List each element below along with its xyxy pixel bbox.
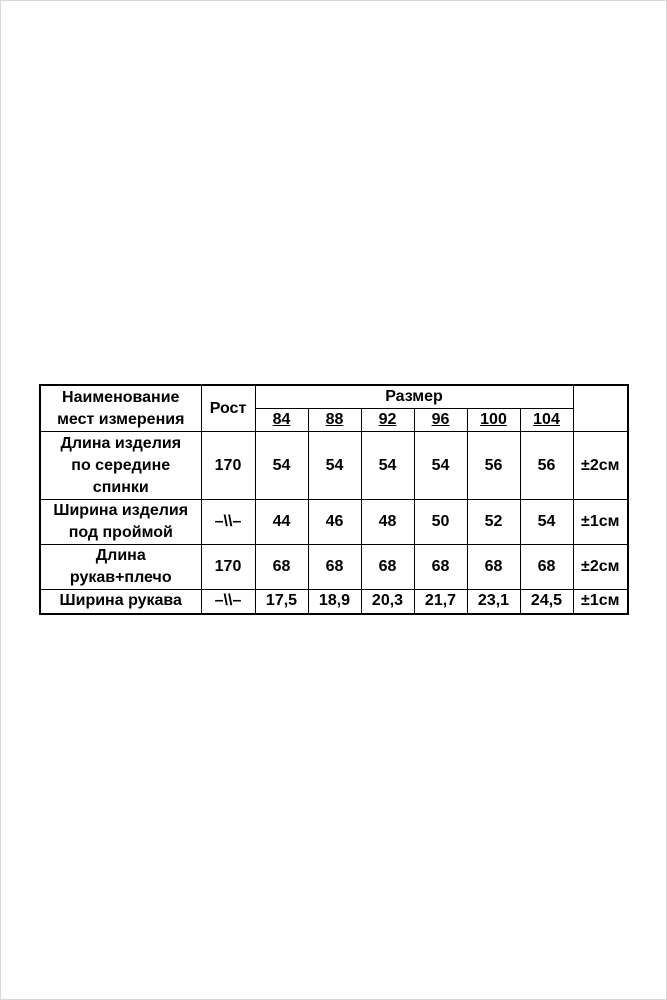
- header-size-group: Размер: [255, 385, 573, 409]
- size-header-cell: [520, 409, 573, 432]
- value-cell: 24,5: [520, 590, 573, 614]
- height-cell: –\\–: [201, 500, 255, 545]
- size-header-cell: [467, 409, 520, 432]
- value-cell: 68: [361, 545, 414, 590]
- header-row: [40, 385, 628, 409]
- value-cell: 17,5: [255, 590, 308, 614]
- size-header-cell: [308, 409, 361, 432]
- height-cell: –\\–: [201, 590, 255, 614]
- value-cell: 68: [520, 545, 573, 590]
- value-cell: 56: [467, 432, 520, 500]
- size-label: 92: [378, 411, 397, 428]
- table-row: [40, 590, 628, 614]
- size-chart-table: [39, 384, 629, 615]
- value-cell: 52: [467, 500, 520, 545]
- measurement-name-cell: [40, 500, 201, 545]
- header-name-cell: [40, 385, 201, 432]
- measurement-name-line: по середине: [71, 456, 171, 474]
- tolerance-cell: ±2см: [573, 432, 628, 500]
- measurement-name-cell: [40, 432, 201, 500]
- header-name-line: Наименование: [62, 388, 180, 406]
- value-cell: 18,9: [308, 590, 361, 614]
- size-header-cell: [361, 409, 414, 432]
- tolerance-cell: ±1см: [573, 590, 628, 614]
- measurement-name-line: рукав+плечо: [69, 569, 172, 586]
- height-cell: 170: [201, 432, 255, 500]
- table-row: [40, 545, 628, 590]
- measurement-name-line: Длина: [95, 547, 146, 564]
- value-cell: 50: [414, 500, 467, 545]
- measurement-name-line: Длина изделия: [60, 434, 182, 452]
- size-label: 104: [533, 411, 560, 428]
- measurement-name-line: Ширина изделия: [53, 502, 189, 519]
- value-cell: 54: [308, 432, 361, 500]
- value-cell: 54: [520, 500, 573, 545]
- measurement-name-line: под проймой: [68, 524, 173, 541]
- height-cell: 170: [201, 545, 255, 590]
- measurement-name-line: спинки: [92, 478, 149, 496]
- table-row: [40, 432, 628, 500]
- value-cell: 54: [414, 432, 467, 500]
- size-header-cell: [255, 409, 308, 432]
- value-cell: 68: [414, 545, 467, 590]
- table-row: [40, 500, 628, 545]
- measurement-name-line: Ширина рукава: [59, 592, 182, 610]
- size-label: 88: [325, 411, 344, 428]
- value-cell: 54: [255, 432, 308, 500]
- size-header-cell: [414, 409, 467, 432]
- header-tolerance-cell: [573, 385, 628, 432]
- size-label: 96: [431, 411, 450, 428]
- value-cell: 56: [520, 432, 573, 500]
- header-name-line: мест измерения: [57, 410, 185, 428]
- value-cell: 48: [361, 500, 414, 545]
- measurement-name-cell: [40, 590, 201, 614]
- value-cell: 68: [255, 545, 308, 590]
- size-label: 84: [272, 411, 291, 428]
- value-cell: 54: [361, 432, 414, 500]
- tolerance-cell: ±1см: [573, 500, 628, 545]
- value-cell: 68: [308, 545, 361, 590]
- measurement-name-cell: [40, 545, 201, 590]
- value-cell: 46: [308, 500, 361, 545]
- value-cell: 23,1: [467, 590, 520, 614]
- value-cell: 21,7: [414, 590, 467, 614]
- tolerance-cell: ±2см: [573, 545, 628, 590]
- size-label: 100: [480, 411, 507, 428]
- value-cell: 44: [255, 500, 308, 545]
- header-height-cell: Рост: [201, 385, 255, 432]
- value-cell: 68: [467, 545, 520, 590]
- value-cell: 20,3: [361, 590, 414, 614]
